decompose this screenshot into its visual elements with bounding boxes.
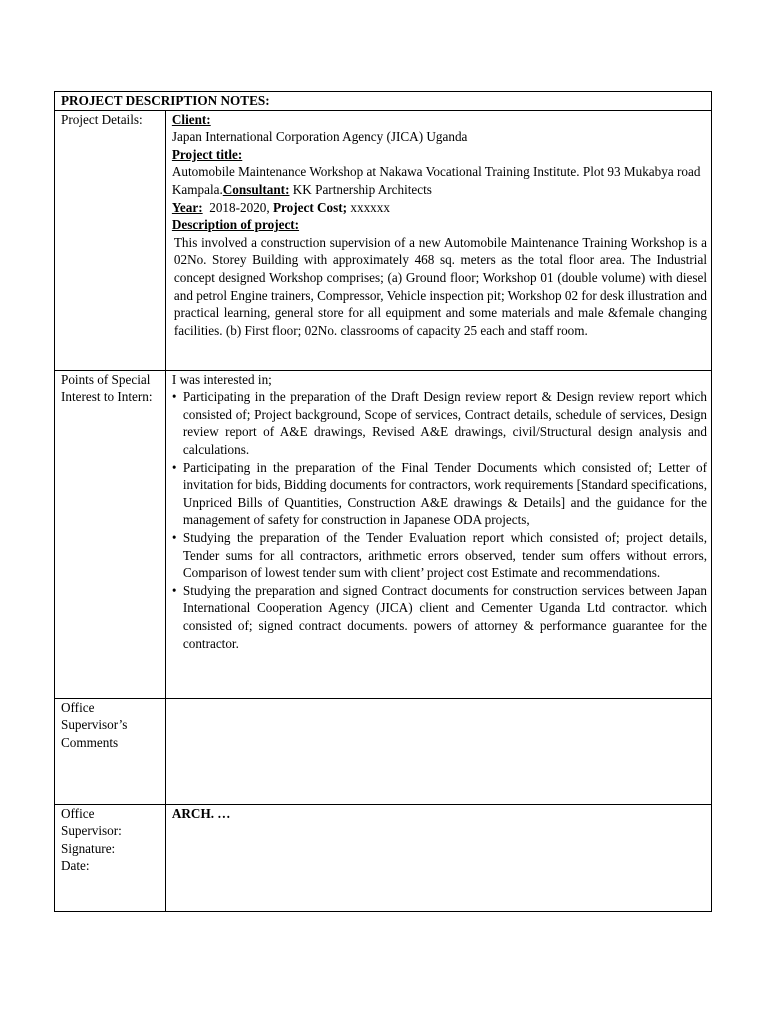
project-details-row — [55, 110, 712, 370]
description-label: Description of project: — [171, 217, 300, 233]
project-title-value: Automobile Maintenance Workshop at Nakawa Vocational Training Institute. Plot 93 Mukabya road Kampala. — [171, 164, 701, 197]
points-of-interest-label-text: Points of Special Interest to Intern: — [61, 371, 153, 405]
list-item — [172, 582, 707, 652]
project-cost-value: xxxxxx — [347, 199, 390, 215]
project-title-line — [172, 163, 707, 198]
supervisor-signature-label-line4: Date: — [61, 858, 90, 874]
table-title: PROJECT DESCRIPTION NOTES: — [55, 92, 712, 111]
supervisor-signature-label-line3: Signature: — [61, 840, 116, 856]
bullet-icon: • — [171, 459, 177, 475]
supervisor-signature-label-line1: Office — [61, 805, 95, 821]
supervisor-signature-content — [165, 804, 711, 911]
list-item-text: Studying the preparation of the Tender Evaluation report which consisted of; project details, Tender sums for all contractors, arithmetic errors observed, tender sum offers without errors, Comparison of lowest tender sum with client’ project cost Estimate and recommendations. — [182, 529, 707, 581]
supervisor-signature-label-line2: Supervisor: — [61, 823, 122, 839]
bullet-icon: • — [171, 582, 177, 598]
points-list — [172, 388, 707, 652]
supervisor-comments-row — [55, 698, 712, 804]
project-details-label — [55, 110, 166, 370]
list-item-text: Participating in the preparation of the Final Tender Documents which consisted of; Letter of invitation for bids, Bidding documents for contractors, work requirements [Standard specifications, Unpriced Bills of Quantities, Construction A&E drawings & Details] and the guidance for the management of safety for construction in Japanese ODA projects, — [182, 459, 707, 528]
list-item-text: Studying the preparation and signed Contract documents for construction services between Japan International Cooperation Agency (JICA) client and Cementer Uganda Ltd contractor. which consisted of; signed contract documents. powers of attorney & performance guarantee for the contractor. — [182, 582, 707, 651]
supervisor-signature-label — [55, 804, 166, 911]
supervisor-comments-label-line3: Comments — [61, 734, 119, 750]
project-cost-label: Project Cost; — [272, 199, 348, 215]
bullet-icon: • — [171, 529, 177, 545]
project-title-label: Project title: — [171, 146, 243, 162]
year-label: Year: — [171, 199, 203, 215]
supervisor-comments-label-line2: Supervisor’s — [61, 717, 128, 733]
year-value: 2018-2020, — [202, 199, 273, 215]
points-of-interest-label — [55, 370, 166, 698]
project-description-table — [54, 91, 712, 912]
project-details-label-text: Project Details: — [61, 111, 143, 127]
list-item — [172, 529, 707, 582]
points-of-interest-content — [165, 370, 711, 698]
title-row — [55, 92, 712, 111]
supervisor-comments-content — [165, 698, 711, 804]
client-label: Client: — [171, 111, 211, 127]
list-item — [172, 459, 707, 529]
list-item-text: Participating in the preparation of the Draft Design review report & Design review report which consisted of; Project background, Scope of services, Contract details, schedule of services, Design review report of A&E drawings, Revised A&E drawings, civil/Structural design analysis and calculations. — [182, 389, 707, 457]
list-item — [172, 388, 707, 458]
supervisor-comments-label — [55, 698, 166, 804]
consultant-value: KK Partnership Architects — [289, 181, 432, 197]
bullet-icon: • — [171, 389, 177, 405]
points-intro: I was interested in; — [171, 371, 272, 387]
points-of-interest-row — [55, 370, 712, 698]
supervisor-comments-label-line1: Office — [61, 699, 95, 715]
supervisor-signature-row — [55, 804, 712, 911]
client-value: Japan International Corporation Agency (JICA) Uganda — [171, 129, 468, 145]
description-text: This involved a construction supervision of a new Automobile Maintenance Training Workshop is a 02No. Storey Building with approximately 468 sq. meters as the total floor area. The Industrial concept designed Workshop comprises; (a) Ground floor; Workshop 01 (double volume) with diesel and petrol Engine trainers, Compressor, Vehicle inspection pit; Workshop 02 for desk illustration and practical learning, general store for all equipment and some materials and male &female changing facilities. (b) First floor; 02No. classrooms of capacity 25 each and staff room. — [173, 234, 707, 338]
year-cost-line — [172, 199, 707, 217]
supervisor-name: ARCH. … — [171, 805, 231, 821]
project-details-content — [165, 110, 711, 370]
consultant-label: Consultant: — [222, 181, 290, 197]
